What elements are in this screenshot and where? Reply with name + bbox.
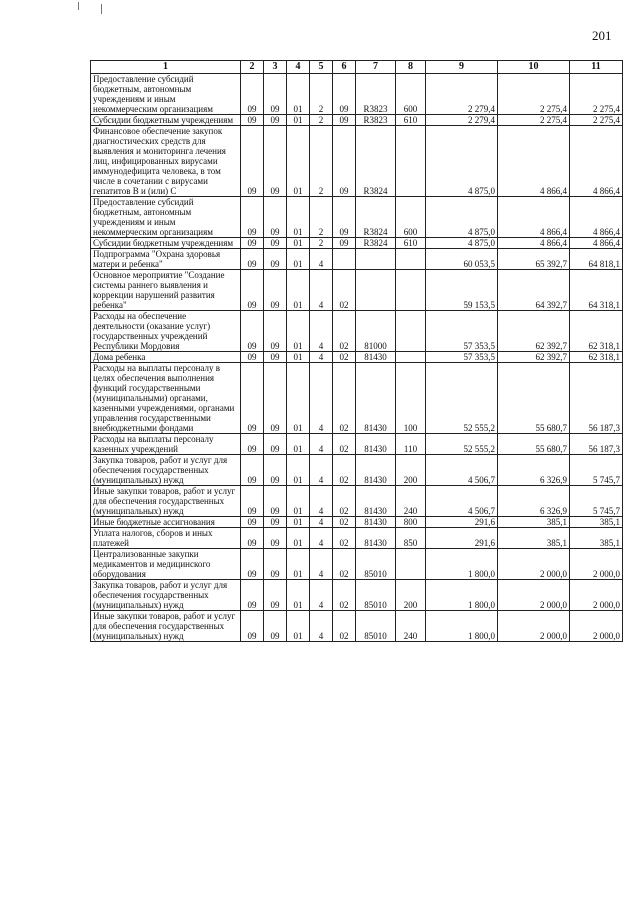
row-value-cell: 100: [396, 363, 426, 434]
row-value-cell: 2: [310, 238, 333, 249]
header-cell: 11: [570, 61, 623, 74]
row-value-cell: 56 187,3: [570, 363, 623, 434]
row-value-cell: 02: [333, 486, 356, 517]
table-row: [91, 434, 623, 455]
table-row: [91, 611, 623, 642]
row-value-cell: 60 053,5: [426, 249, 498, 270]
row-value-cell: 01: [287, 115, 310, 126]
row-value-cell: [396, 311, 426, 352]
table-row: [91, 549, 623, 580]
row-value-cell: 09: [241, 611, 264, 642]
row-value-cell: 02: [333, 455, 356, 486]
row-value-cell: 81000: [356, 311, 396, 352]
row-value-cell: 09: [241, 126, 264, 197]
row-value-cell: 2 279,4: [426, 74, 498, 115]
row-value-cell: 2 000,0: [498, 611, 570, 642]
row-value-cell: 4 875,0: [426, 197, 498, 238]
row-value-cell: 01: [287, 249, 310, 270]
row-value-cell: 01: [287, 611, 310, 642]
row-value-cell: 09: [241, 486, 264, 517]
row-value-cell: 4: [310, 311, 333, 352]
row-name-cell: Централизованные закупки медикаментов и медицинского оборудования: [91, 549, 241, 580]
row-value-cell: 4 866,4: [570, 197, 623, 238]
row-value-cell: 385,1: [498, 517, 570, 528]
header-cell: 6: [333, 61, 356, 74]
row-name-cell: Уплата налогов, сборов и иных платежей: [91, 528, 241, 549]
row-value-cell: 09: [264, 486, 287, 517]
row-value-cell: R3824: [356, 197, 396, 238]
table-row: [91, 580, 623, 611]
table-row: [91, 311, 623, 352]
page-number: 201: [592, 28, 612, 43]
table-row: [91, 270, 623, 311]
header-cell: 2: [241, 61, 264, 74]
row-value-cell: 200: [396, 580, 426, 611]
row-value-cell: 4 506,7: [426, 455, 498, 486]
row-value-cell: 64 818,1: [570, 249, 623, 270]
row-value-cell: 610: [396, 115, 426, 126]
row-value-cell: 02: [333, 270, 356, 311]
row-value-cell: 09: [264, 455, 287, 486]
row-value-cell: 81430: [356, 363, 396, 434]
row-value-cell: 02: [333, 549, 356, 580]
row-value-cell: 02: [333, 580, 356, 611]
row-value-cell: 62 318,1: [570, 352, 623, 363]
row-value-cell: 09: [264, 528, 287, 549]
row-value-cell: 09: [264, 270, 287, 311]
row-value-cell: 4 866,4: [498, 238, 570, 249]
table-row: [91, 486, 623, 517]
row-value-cell: 01: [287, 238, 310, 249]
row-value-cell: 2 275,4: [498, 74, 570, 115]
row-value-cell: 4 866,4: [498, 197, 570, 238]
table-row: [91, 363, 623, 434]
row-value-cell: 385,1: [570, 517, 623, 528]
row-value-cell: 09: [241, 74, 264, 115]
row-value-cell: 85010: [356, 580, 396, 611]
row-value-cell: 01: [287, 126, 310, 197]
row-value-cell: 4: [310, 528, 333, 549]
row-value-cell: 09: [264, 74, 287, 115]
row-value-cell: 4: [310, 455, 333, 486]
row-value-cell: 65 392,7: [498, 249, 570, 270]
row-value-cell: 62 392,7: [498, 352, 570, 363]
row-value-cell: 09: [241, 549, 264, 580]
row-value-cell: 4: [310, 486, 333, 517]
row-value-cell: 2: [310, 115, 333, 126]
row-value-cell: 09: [241, 311, 264, 352]
row-value-cell: 09: [241, 528, 264, 549]
row-value-cell: 02: [333, 311, 356, 352]
row-value-cell: 02: [333, 434, 356, 455]
row-value-cell: 240: [396, 486, 426, 517]
row-value-cell: 4: [310, 249, 333, 270]
row-name-cell: Иные бюджетные ассигнования: [91, 517, 241, 528]
row-value-cell: 6 326,9: [498, 486, 570, 517]
row-value-cell: 81430: [356, 486, 396, 517]
row-value-cell: 55 680,7: [498, 363, 570, 434]
row-value-cell: 09: [264, 611, 287, 642]
header-cell: 3: [264, 61, 287, 74]
row-value-cell: 62 318,1: [570, 311, 623, 352]
row-value-cell: 600: [396, 197, 426, 238]
row-value-cell: 81430: [356, 352, 396, 363]
row-value-cell: 01: [287, 528, 310, 549]
row-value-cell: 09: [241, 580, 264, 611]
row-value-cell: 09: [264, 352, 287, 363]
row-value-cell: 09: [241, 455, 264, 486]
table-row: [91, 126, 623, 197]
row-value-cell: 291,6: [426, 517, 498, 528]
row-value-cell: 09: [264, 249, 287, 270]
row-value-cell: 291,6: [426, 528, 498, 549]
row-value-cell: 01: [287, 517, 310, 528]
row-name-cell: Предоставление субсидий бюджетным, автономным учреждениям и иным некоммерческим организациям: [91, 74, 241, 115]
row-value-cell: 5 745,7: [570, 486, 623, 517]
header-cell: 4: [287, 61, 310, 74]
row-value-cell: 2 275,4: [498, 115, 570, 126]
row-value-cell: 4: [310, 580, 333, 611]
row-value-cell: 09: [264, 517, 287, 528]
row-value-cell: 4: [310, 270, 333, 311]
table-row: [91, 517, 623, 528]
table-row: [91, 455, 623, 486]
row-value-cell: 110: [396, 434, 426, 455]
row-value-cell: [396, 270, 426, 311]
row-value-cell: [333, 249, 356, 270]
row-value-cell: [396, 249, 426, 270]
row-value-cell: 09: [241, 249, 264, 270]
row-value-cell: [356, 270, 396, 311]
row-name-cell: Иные закупки товаров, работ и услуг для обеспечения государственных (муниципальных) нужд: [91, 611, 241, 642]
row-value-cell: 600: [396, 74, 426, 115]
row-value-cell: 4: [310, 363, 333, 434]
row-value-cell: 52 555,2: [426, 434, 498, 455]
row-value-cell: 4: [310, 517, 333, 528]
row-value-cell: 2 275,4: [570, 74, 623, 115]
row-value-cell: 01: [287, 74, 310, 115]
row-value-cell: 56 187,3: [570, 434, 623, 455]
row-value-cell: 01: [287, 486, 310, 517]
row-value-cell: 01: [287, 311, 310, 352]
row-value-cell: 02: [333, 528, 356, 549]
header-cell: 10: [498, 61, 570, 74]
row-value-cell: 09: [333, 115, 356, 126]
row-value-cell: 4 506,7: [426, 486, 498, 517]
row-value-cell: 01: [287, 580, 310, 611]
row-value-cell: 01: [287, 363, 310, 434]
row-value-cell: 59 153,5: [426, 270, 498, 311]
row-value-cell: 01: [287, 197, 310, 238]
row-value-cell: 610: [396, 238, 426, 249]
row-name-cell: Предоставление субсидий бюджетным, автономным учреждениям и иным некоммерческим организациям: [91, 197, 241, 238]
row-value-cell: 09: [241, 270, 264, 311]
row-value-cell: 02: [333, 352, 356, 363]
row-value-cell: 200: [396, 455, 426, 486]
row-value-cell: R3824: [356, 238, 396, 249]
row-value-cell: 385,1: [570, 528, 623, 549]
row-value-cell: 385,1: [498, 528, 570, 549]
row-value-cell: 2 279,4: [426, 115, 498, 126]
row-value-cell: 02: [333, 611, 356, 642]
row-value-cell: 2 000,0: [498, 580, 570, 611]
row-value-cell: 5 745,7: [570, 455, 623, 486]
row-value-cell: 4 866,4: [570, 238, 623, 249]
row-value-cell: 09: [333, 197, 356, 238]
row-name-cell: Основное мероприятие "Создание системы раннего выявления и коррекции нарушений развития ребенка": [91, 270, 241, 311]
row-value-cell: 85010: [356, 549, 396, 580]
row-value-cell: 85010: [356, 611, 396, 642]
row-value-cell: 09: [264, 238, 287, 249]
row-value-cell: 4: [310, 352, 333, 363]
row-name-cell: Закупка товаров, работ и услуг для обеспечения государственных (муниципальных) нужд: [91, 580, 241, 611]
row-name-cell: Подпрограмма "Охрана здоровья матери и ребенка": [91, 249, 241, 270]
row-value-cell: 850: [396, 528, 426, 549]
row-name-cell: Закупка товаров, работ и услуг для обеспечения государственных (муниципальных) нужд: [91, 455, 241, 486]
scan-mark: [101, 4, 102, 14]
table-row: [91, 115, 623, 126]
row-value-cell: 81430: [356, 517, 396, 528]
row-value-cell: 02: [333, 363, 356, 434]
row-name-cell: Иные закупки товаров, работ и услуг для обеспечения государственных (муниципальных) нужд: [91, 486, 241, 517]
row-value-cell: 2 000,0: [498, 549, 570, 580]
row-value-cell: 2 000,0: [570, 580, 623, 611]
row-value-cell: 09: [264, 549, 287, 580]
row-value-cell: [396, 126, 426, 197]
row-value-cell: 01: [287, 549, 310, 580]
header-cell: 1: [91, 61, 241, 74]
row-value-cell: 800: [396, 517, 426, 528]
row-value-cell: 1 800,0: [426, 549, 498, 580]
row-value-cell: 1 800,0: [426, 580, 498, 611]
row-value-cell: 81430: [356, 528, 396, 549]
row-value-cell: 52 555,2: [426, 363, 498, 434]
row-value-cell: 2: [310, 126, 333, 197]
row-value-cell: [396, 549, 426, 580]
header-row: [91, 61, 623, 74]
row-value-cell: 09: [241, 115, 264, 126]
row-value-cell: 09: [333, 238, 356, 249]
row-value-cell: 81430: [356, 455, 396, 486]
row-value-cell: 09: [241, 363, 264, 434]
row-value-cell: 01: [287, 434, 310, 455]
row-value-cell: 09: [264, 363, 287, 434]
row-value-cell: 4: [310, 549, 333, 580]
table-row: [91, 238, 623, 249]
row-value-cell: 09: [333, 126, 356, 197]
row-name-cell: Субсидии бюджетным учреждениям: [91, 115, 241, 126]
row-value-cell: 09: [264, 434, 287, 455]
budget-table: [90, 60, 623, 642]
row-value-cell: 4 875,0: [426, 126, 498, 197]
row-value-cell: 09: [264, 580, 287, 611]
row-value-cell: 2 000,0: [570, 611, 623, 642]
row-value-cell: 09: [241, 238, 264, 249]
row-value-cell: 4: [310, 434, 333, 455]
row-value-cell: 09: [264, 311, 287, 352]
row-name-cell: Субсидии бюджетным учреждениям: [91, 238, 241, 249]
row-value-cell: 64 318,1: [570, 270, 623, 311]
row-value-cell: 55 680,7: [498, 434, 570, 455]
row-value-cell: 4 875,0: [426, 238, 498, 249]
header-cell: 5: [310, 61, 333, 74]
row-value-cell: 2: [310, 74, 333, 115]
row-name-cell: Расходы на выплаты персоналу в целях обеспечения выполнения функций государственными (муниципальными) органами, казенными учреждениями, органами управления государственными внебюджетными фондами: [91, 363, 241, 434]
row-value-cell: 64 392,7: [498, 270, 570, 311]
row-name-cell: Финансовое обеспечение закупок диагностических средств для выявления и мониторинга лечения лиц, инфицированных вирусами иммунодефицита человека, в том числе в сочетании с вирусами гепатитов В и (или) С: [91, 126, 241, 197]
table-row: [91, 249, 623, 270]
scan-mark: [78, 2, 79, 10]
row-value-cell: 09: [241, 517, 264, 528]
header-cell: 7: [356, 61, 396, 74]
row-value-cell: 81430: [356, 434, 396, 455]
table-row: [91, 197, 623, 238]
row-value-cell: 2 275,4: [570, 115, 623, 126]
row-value-cell: 4 866,4: [498, 126, 570, 197]
row-value-cell: [396, 352, 426, 363]
row-value-cell: 09: [241, 197, 264, 238]
row-value-cell: 62 392,7: [498, 311, 570, 352]
row-value-cell: R3823: [356, 115, 396, 126]
row-value-cell: 6 326,9: [498, 455, 570, 486]
table-row: [91, 352, 623, 363]
row-name-cell: Дома ребенка: [91, 352, 241, 363]
row-value-cell: 240: [396, 611, 426, 642]
row-value-cell: R3823: [356, 74, 396, 115]
row-value-cell: 09: [264, 197, 287, 238]
row-value-cell: 4: [310, 611, 333, 642]
row-value-cell: 57 353,5: [426, 311, 498, 352]
row-name-cell: Расходы на обеспечение деятельности (оказание услуг) государственных учреждений Республики Мордовия: [91, 311, 241, 352]
row-value-cell: 09: [264, 115, 287, 126]
row-value-cell: 2 000,0: [570, 549, 623, 580]
row-value-cell: 57 353,5: [426, 352, 498, 363]
row-value-cell: 09: [241, 434, 264, 455]
row-value-cell: 01: [287, 455, 310, 486]
row-value-cell: 09: [241, 352, 264, 363]
row-value-cell: [356, 249, 396, 270]
row-value-cell: R3824: [356, 126, 396, 197]
row-value-cell: 02: [333, 517, 356, 528]
row-value-cell: 2: [310, 197, 333, 238]
header-cell: 9: [426, 61, 498, 74]
row-value-cell: 01: [287, 352, 310, 363]
row-value-cell: 09: [264, 126, 287, 197]
table-row: [91, 74, 623, 115]
row-value-cell: 01: [287, 270, 310, 311]
header-cell: 8: [396, 61, 426, 74]
row-value-cell: 4 866,4: [570, 126, 623, 197]
table-row: [91, 528, 623, 549]
row-name-cell: Расходы на выплаты персоналу казенных учреждений: [91, 434, 241, 455]
row-value-cell: 1 800,0: [426, 611, 498, 642]
row-value-cell: 09: [333, 74, 356, 115]
